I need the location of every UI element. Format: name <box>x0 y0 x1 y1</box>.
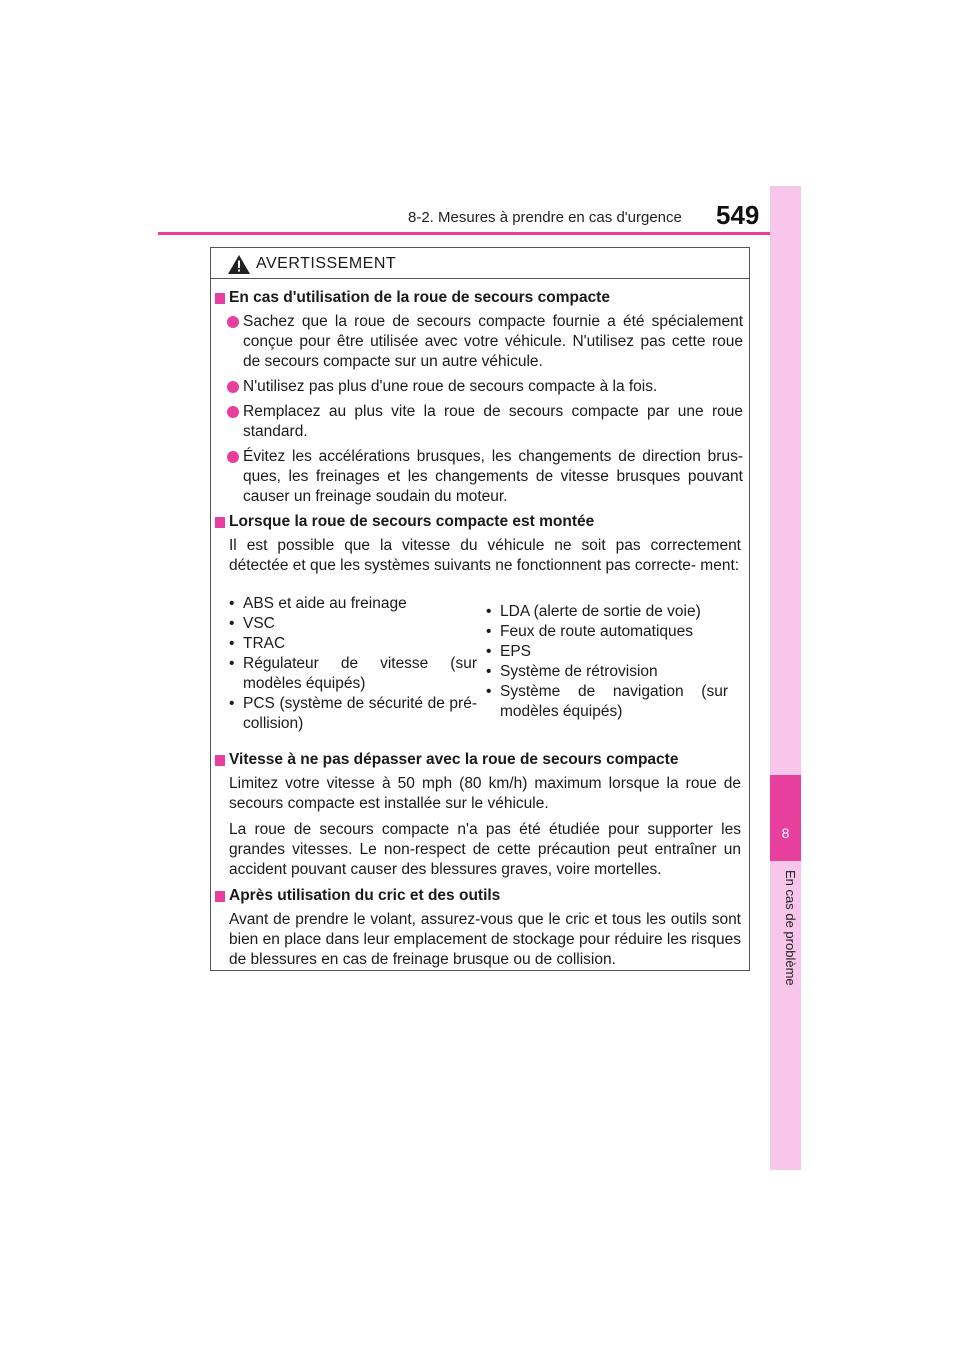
chapter-label: En cas de problème <box>783 870 798 986</box>
section-heading: Lorsque la roue de secours compacte est montée <box>211 512 751 532</box>
list-item: • Système de rétrovision <box>486 662 728 682</box>
list-item: • LDA (alerte de sortie de voie) <box>486 602 728 622</box>
section-heading: Après utilisation du cric et des outils <box>211 886 751 906</box>
warning-section <box>211 886 751 970</box>
section-title: 8-2. Mesures à prendre en cas d'urgence <box>408 209 682 226</box>
system-list-left <box>229 594 477 734</box>
bullet-item: Évitez les accélérations brusques, les changements de direction brus- ques, les freinages et les changements de vitesse brusques pouvant causer un freinage soudain du moteur. <box>211 447 751 507</box>
bullet-dot-icon <box>227 451 239 463</box>
warning-box <box>210 247 750 971</box>
page-number: 549 <box>716 200 760 230</box>
list-item: • Système de navigation (sur modèles équipés) <box>486 682 728 722</box>
section-heading: Vitesse à ne pas dépasser avec la roue de secours compacte <box>211 750 751 770</box>
bullet-item: Remplacez au plus vite la roue de secours compacte par une roue standard. <box>211 402 751 442</box>
chapter-number-tab[interactable] <box>770 775 801 861</box>
bullet-item: Sachez que la roue de secours compacte fournie a été spécialement conçue pour être utilisée avec votre véhicule. N'utilisez pas cette roue de secours compacte sur un autre véhicule. <box>211 312 751 372</box>
system-list-right <box>486 602 728 722</box>
section-paragraph: La roue de secours compacte n'a pas été étudiée pour supporter les grandes vitesses. Le non-respect de cette précaution peut entraîner un accident pouvant causer des blessures graves, voire mortelles. <box>229 821 741 878</box>
bullet-dot-icon <box>227 406 239 418</box>
list-item: • ABS et aide au freinage <box>229 594 477 614</box>
section-paragraph: Limitez votre vitesse à 50 mph (80 km/h) maximum lorsque la roue de secours compacte est installée sur le véhicule. <box>229 775 741 812</box>
section-paragraph: Avant de prendre le volant, assurez-vous que le cric et tous les outils sont bien en place dans leur emplacement de stockage pour réduire les risques de blessures en cas de freinage brusque ou de collision. <box>229 911 741 968</box>
warning-section <box>211 512 751 738</box>
warning-content <box>211 288 751 976</box>
warning-title: AVERTISSEMENT <box>256 255 397 272</box>
bullet-dot-icon <box>227 316 239 328</box>
list-item: • Feux de route automatiques <box>486 622 728 642</box>
warning-triangle-icon <box>228 255 250 274</box>
system-lists <box>211 588 751 738</box>
bullet-item: N'utilisez pas plus d'une roue de secours compacte à la fois. <box>211 377 751 397</box>
section-heading: En cas d'utilisation de la roue de secours compacte <box>211 288 751 308</box>
list-item: • PCS (système de sécurité de pré-collision) <box>229 694 477 734</box>
chapter-number: 8 <box>781 825 790 841</box>
warning-section <box>211 288 751 507</box>
list-item: • TRAC <box>229 634 477 654</box>
bullet-dot-icon <box>227 381 239 393</box>
list-item: • Régulateur de vitesse (sur modèles équipés) <box>229 654 477 694</box>
warning-section <box>211 750 751 880</box>
list-item: • EPS <box>486 642 728 662</box>
list-item: • VSC <box>229 614 477 634</box>
section-paragraph: Il est possible que la vitesse du véhicule ne soit pas correctement détectée et que les systèmes suivants ne fonctionnent pas correcte- ment: <box>229 537 741 574</box>
header-rule <box>158 232 800 235</box>
chapter-side-tab <box>770 186 801 1170</box>
warning-header <box>211 248 749 279</box>
